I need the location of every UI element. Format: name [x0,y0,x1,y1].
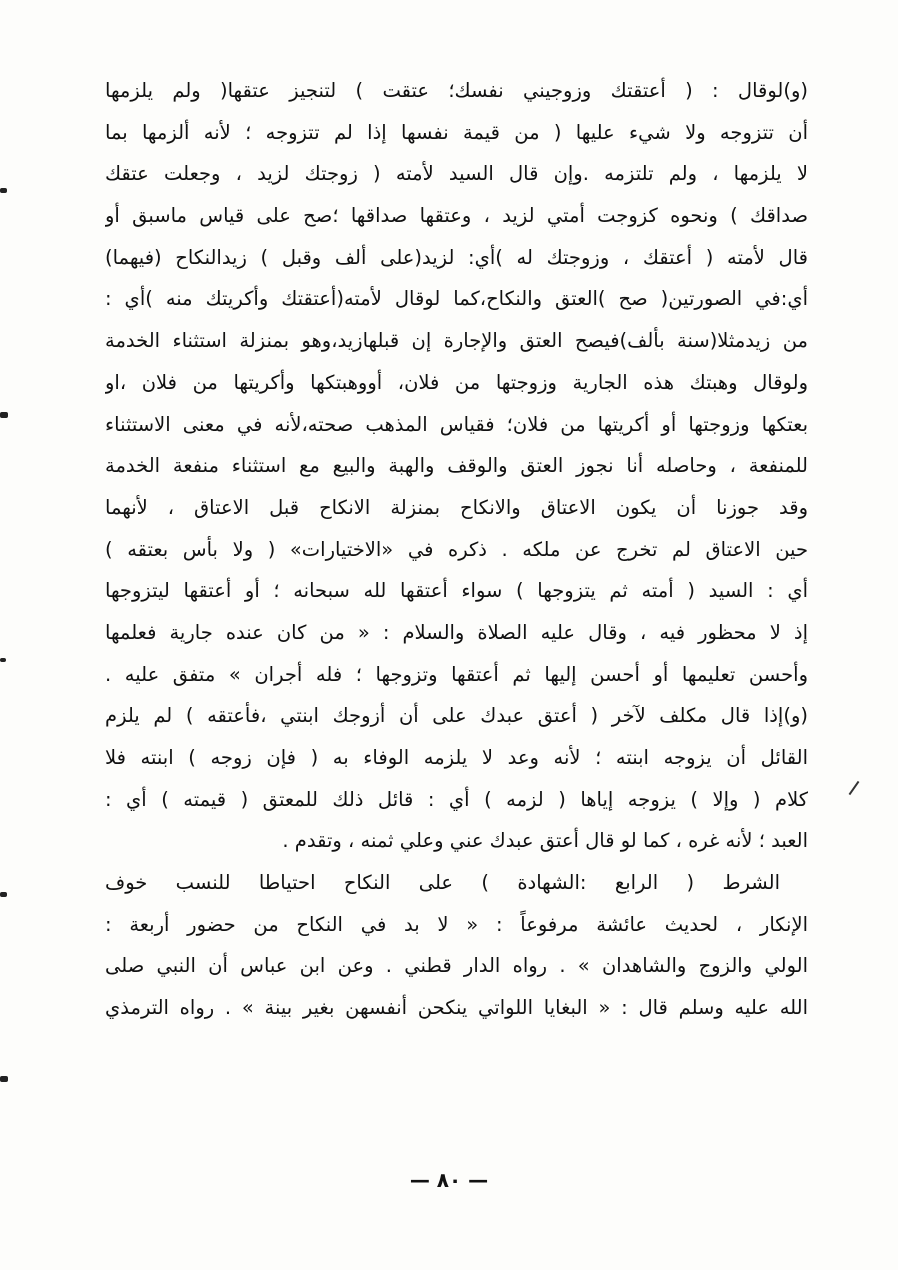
scan-edge-mark [0,188,7,193]
body-text [105,70,808,1029]
text-line: الله عليه وسلم قال : « البغايا اللواتي ينكحن أنفسهن بغير بينة » . رواه الترمذي [105,996,808,1020]
text-line: أي : السيد ( أمته ثم يتزوجها ) سواء أعتقها لله سبحانه ؛ أو أعتقها ليتزوجها [105,579,808,603]
text-line: القائل أن يزوجه ابنته ؛ لأنه وعد لا يلزمه الوفاء به ( فإن زوجه ) ابنته فلا [105,746,808,769]
text-line: الإنكار ، لحديث عائشة مرفوعاً : « لا بد في النكاح من حضور أربعة : [105,912,808,936]
text-line: وقد جوزنا أن يكون الاعتاق والانكاح بمنزلة الانكاح قبل الاعتاق ، لأنهما [105,495,808,519]
text-line: كلام ( وإلا ) يزوجه إياها ( لزمه ) أي : قائل ذلك للمعتق ( قيمته ) أي : [105,787,808,811]
scan-edge-mark [0,892,7,897]
text-line: أي:في الصورتين( صح )العتق والنكاح،كما لوقال لأمته(أعتقتك وأكريتك منه )أي : [105,287,808,311]
text-line: بعتكها وزوجتها أو أكريتها من فلان؛ فقياس المذهب صحته،لأنه في معنى الاستثناء [105,412,808,436]
text-line: الشرط ( الرابع :الشهادة ) على النكاح احتياطا للنسب خوف [105,871,780,895]
text-line: الولي والزوج والشاهدان » . رواه الدار قطني . وعن ابن عباس أن النبي صلى [105,954,808,978]
text-line: ولوقال وهبتك هذه الجارية وزوجتها من فلان، أووهبتكها وأكريتها من فلان ،او [105,370,808,394]
text-line: (و)لوقال : ( أعتقتك وزوجيني نفسك؛ عتقت ) لتنجيز عتقها( ولم يلزمها [105,79,808,102]
text-line: إذ لا محظور فيه ، وقال عليه الصلاة والسلام : « من كان عنده جارية فعلمها [105,620,808,644]
scan-edge-mark [0,1076,8,1082]
text-line: أن تتزوجه ولا شيء عليها ( من قيمة نفسها إذا لم تتزوجه ؛ لأنه ألزمها بما [105,120,808,144]
text-line: قال لأمته ( أعتقك ، وزوجتك له )أي: لزيد(على ألف وقبل ) زيدالنكاح (فيهما) [105,245,808,269]
text-line: صداقك ) ونحوه كزوجت أمتي لزيد ، وعتقها صداقها ؛صح على قياس ماسبق أو [105,204,808,228]
scan-edge-mark [0,412,8,418]
text-line: للمنفعة ، وحاصله أنا نجوز العتق والوقف والهبة والبيع مع استثناء منفعة الخدمة [105,454,808,478]
text-line: لا يلزمها ، ولم تلتزمه .وإن قال السيد لأمته ( زوجتك لزيد ، وجعلت عتقك [105,162,808,186]
scan-edge-mark [0,658,6,662]
text-line: العبد ؛ لأنه غره ، كما لو قال أعتق عبدك عني وعلي ثمنه ، وتقدم . [282,829,808,853]
text-line: من زيدمثلا(سنة بألف)فيصح العتق والإجارة إن قبلهازيد،وهو بمنزلة استثناء الخدمة [105,329,808,353]
margin-pen-mark [849,781,860,795]
text-line: (و)إذا قال مكلف لآخر ( أعتق عبدك على أن أزوجك ابنتي ،فأعتقه ) لم يلزم [105,704,808,728]
text-line: حين الاعتاق لم تخرج عن ملكه . ذكره في «الاختيارات» ( ولا بأس بعتقه ) [105,537,808,561]
page-number: — ٨٠ — [409,1168,489,1192]
text-line: وأحسن تعليمها أو أحسن إليها ثم أعتقها وتزوجها ؛ فله أجران » متفق عليه . [105,662,808,686]
